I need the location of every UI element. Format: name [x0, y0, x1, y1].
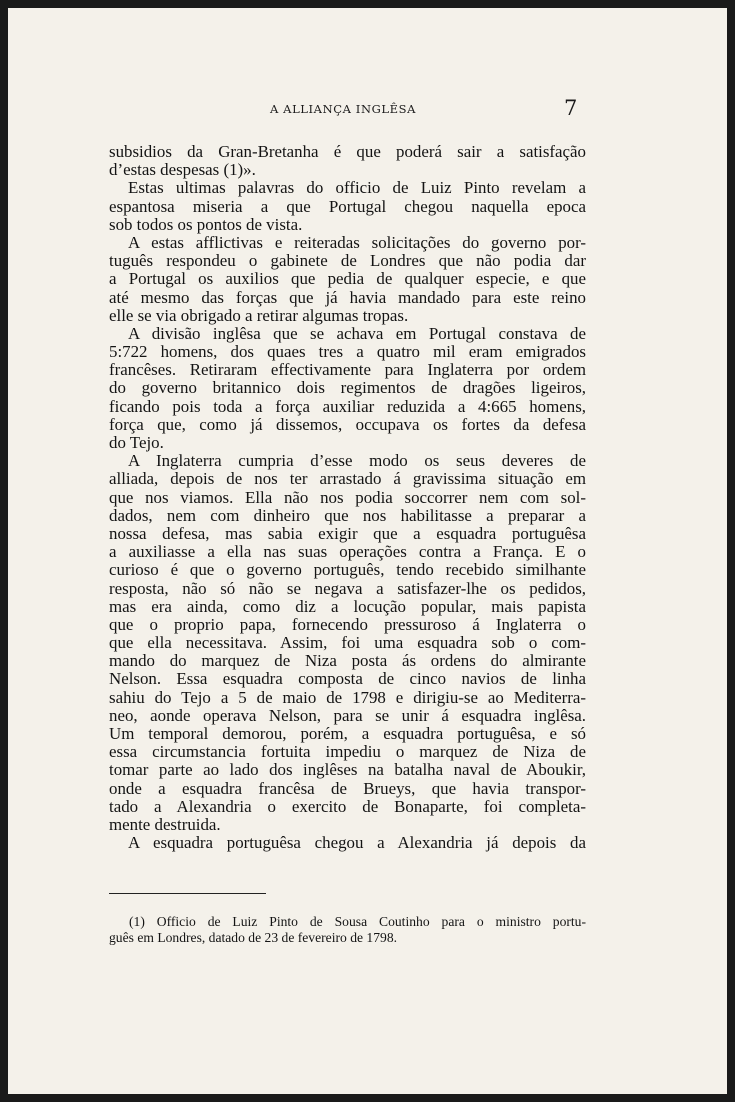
text-line: Um temporal demorou, porém, a esquadra portuguêsa, e só	[109, 724, 586, 743]
page-number: 7	[564, 96, 578, 120]
footnote-line: (1) Officio de Luiz Pinto de Sousa Coutinho para o ministro portu-	[129, 914, 586, 929]
text-line: espantosa miseria a que Portugal chegou naquella epoca	[109, 196, 586, 216]
paragraph-start-line: A esquadra portuguêsa chegou a Alexandria já depois da	[128, 833, 586, 853]
text-line: que ella necessitava. Assim, foi uma esquadra sob o com-	[109, 633, 586, 653]
book-page	[8, 8, 727, 1094]
footnote	[109, 914, 586, 946]
running-head: A ALLIANÇA INGLÊSA	[270, 102, 417, 116]
text-line: que o proprio papa, fornecendo pressuroso á Inglaterra o	[109, 614, 586, 634]
text-line: mas era ainda, como diz a locução popular, mais papista	[109, 596, 586, 616]
footnote-rule	[109, 893, 266, 894]
text-line: nossa defesa, mas sabia exigir que a esquadra portuguêsa	[109, 523, 586, 543]
text-line: a Portugal os auxilios que pedia de qualquer especie, e que	[109, 269, 586, 289]
text-line: sahiu do Tejo a 5 de maio de 1798 e dirigiu-se ao Mediterra-	[109, 687, 586, 707]
page-header	[8, 96, 727, 124]
text-line: dados, nem com dinheiro que nos habilitasse a preparar a	[109, 505, 586, 525]
text-line: tuguês respondeu o gabinete de Londres que não podia dar	[109, 251, 586, 271]
paragraph-start-line: Estas ultimas palavras do officio de Luiz Pinto revelam a	[128, 178, 586, 198]
text-line: 5:722 homens, dos quaes tres a quatro mil eram emigrados	[109, 342, 586, 362]
text-line: força que, como já dissemos, occupava os fortes da defesa	[109, 414, 586, 434]
text-line: do Tejo.	[109, 433, 164, 452]
text-line: francêses. Retiraram effectivamente para Inglaterra por ordem	[109, 360, 586, 380]
text-line: neo, aonde operava Nelson, para se unir á esquadra inglêsa.	[109, 705, 586, 725]
paragraph-start-line: A divisão inglêsa que se achava em Portugal constava de	[128, 323, 586, 343]
body-text	[109, 143, 586, 852]
text-line: Nelson. Essa esquadra composta de cinco navios de linha	[109, 669, 586, 689]
text-line: essa circumstancia fortuita impediu o marquez de Niza de	[109, 742, 586, 762]
text-line: tado a Alexandria o exercito de Bonaparte, foi completa-	[109, 796, 586, 816]
paragraph-start-line: A estas afflictivas e reiteradas solicitações do governo por-	[128, 232, 586, 252]
text-line: resposta, não só não se negava a satisfazer-lhe os pedidos,	[109, 578, 586, 598]
text-line: até mesmo das forças que já havia mandado para este reino	[109, 287, 586, 307]
text-line: tomar parte ao lado dos inglêses na batalha naval de Aboukir,	[109, 760, 586, 780]
text-line: alliada, depois de nos ter arrastado á gravissima situação em	[109, 469, 586, 489]
text-line: mente destruida.	[109, 814, 221, 834]
text-line: sob todos os pontos de vista.	[109, 214, 303, 234]
text-line: do governo britannico dois regimentos de dragões ligeiros,	[109, 378, 586, 398]
paragraph-start-line: A Inglaterra cumpria d’esse modo os seus deveres de	[128, 451, 586, 471]
text-line: d’estas despesas (1)».	[109, 160, 256, 180]
text-line: elle se via obrigado a retirar algumas tropas.	[109, 305, 409, 325]
text-line: ficando pois toda a força auxiliar reduzida a 4:665 homens,	[109, 396, 586, 416]
text-line: a auxiliasse a ella nas suas operações contra a França. E o	[109, 542, 586, 562]
text-line: curioso é que o governo português, tendo recebido similhante	[109, 560, 586, 580]
text-line: que nos viamos. Ella não nos podia soccorrer nem com sol-	[109, 487, 586, 507]
text-line: mando do marquez de Niza posta ás ordens do almirante	[109, 651, 586, 671]
text-line: subsidios da Gran-Bretanha é que poderá sair a satisfação	[109, 142, 586, 161]
text-line: onde a esquadra francêsa de Brueys, que havia transpor-	[109, 778, 586, 798]
footnote-line: guês em Londres, datado de 23 de fevereiro de 1798.	[109, 930, 398, 945]
